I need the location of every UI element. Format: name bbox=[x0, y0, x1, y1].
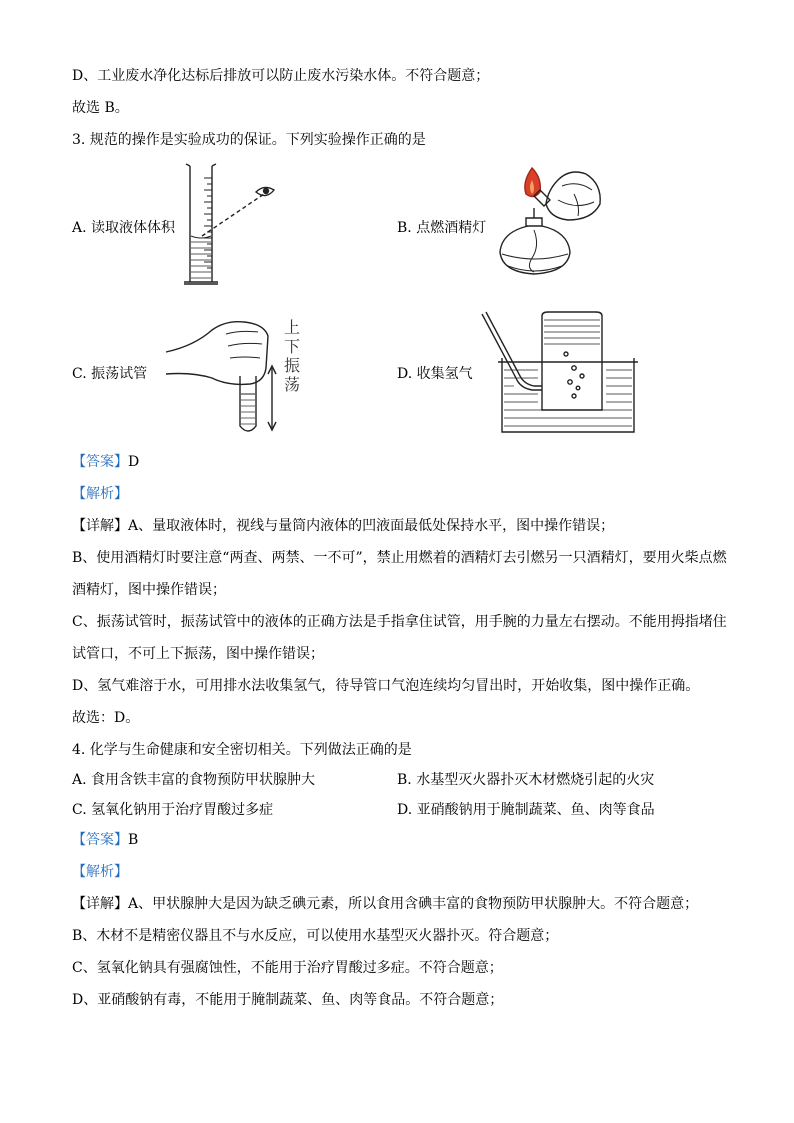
q4-option-d: D. 亚硝酸钠用于腌制蔬菜、鱼、肉等食品 bbox=[397, 802, 655, 818]
q4-option-a: A. 食用含铁丰富的食物预防甲状腺肿大 bbox=[72, 772, 316, 788]
q3-option-d: D. 收集氢气 bbox=[397, 366, 473, 382]
q3-option-a: A. 读取液体体积 bbox=[72, 220, 176, 236]
q3-detail-4: C、振荡试管时，振荡试管中的液体的正确方法是手指拿住试管，用手腕的力量左右摆动。不能用拇指堵住 bbox=[72, 614, 727, 630]
question-4: 4. 化学与生命健康和安全密切相关。下列做法正确的是 bbox=[72, 742, 412, 758]
q4-option-c: C. 氢氧化钠用于治疗胃酸过多症 bbox=[72, 802, 274, 818]
q3-analysis-tag: 【解析】 bbox=[72, 486, 128, 502]
answer-tag: 【答案】 bbox=[72, 454, 128, 470]
text-line: 故选 B。 bbox=[72, 100, 129, 116]
answer-tag: 【答案】 bbox=[72, 832, 128, 848]
q4-detail-4: D、亚硝酸钠有毒，不能用于腌制蔬菜、鱼、肉等食品。不符合题意； bbox=[72, 992, 504, 1008]
q4-option-b: B. 水基型灭火器扑灭木材燃烧引起的火灾 bbox=[397, 772, 655, 788]
text-line: D、工业废水净化达标后排放可以防止废水污染水体。不符合题意； bbox=[72, 68, 490, 84]
q3-detail-5: 试管口，不可上下振荡，图中操作错误； bbox=[72, 646, 324, 662]
figure-graduated-cylinder bbox=[180, 164, 280, 286]
q3-detail-2: B、使用酒精灯时要注意“两查、两禁、一不可”，禁止用燃着的酒精灯去引燃另一只酒精灯，要用火柴点燃 bbox=[72, 550, 727, 566]
q3-detail-1: 【详解】A、量取液体时，视线与量筒内液体的凹液面最低处保持水平，图中操作错误； bbox=[72, 518, 615, 534]
answer-value: B bbox=[128, 832, 139, 848]
q3-option-c: C. 振荡试管 bbox=[72, 366, 148, 382]
figure-water-displacement bbox=[478, 310, 638, 436]
figure-alcohol-lamps bbox=[488, 160, 608, 290]
q4-detail-1: 【详解】A、甲状腺肿大是因为缺乏碘元素，所以食用含碘丰富的食物预防甲状腺肿大。不符合题意； bbox=[72, 896, 699, 912]
q3-detail-3: 酒精灯，图中操作错误； bbox=[72, 582, 226, 598]
question-3: 3. 规范的操作是实验成功的保证。下列实验操作正确的是 bbox=[72, 132, 426, 148]
q3-option-b: B. 点燃酒精灯 bbox=[397, 220, 487, 236]
q4-analysis-tag: 【解析】 bbox=[72, 864, 128, 880]
q3-detail-6: D、氢气难溶于水，可用排水法收集氢气，待导管口气泡连续均匀冒出时，开始收集，图中操作正确。 bbox=[72, 678, 700, 694]
q3-detail-7: 故选：D。 bbox=[72, 710, 140, 726]
q4-detail-2: B、木材不是精密仪器且不与水反应，可以使用水基型灭火器扑灭。符合题意； bbox=[72, 928, 559, 944]
answer-value: D bbox=[128, 454, 140, 470]
q4-answer bbox=[72, 830, 138, 850]
q4-detail-3: C、氢氧化钠具有强腐蚀性，不能用于治疗胃酸过多症。不符合题意； bbox=[72, 960, 503, 976]
shake-label: 上下振荡 bbox=[284, 318, 301, 394]
q3-answer bbox=[72, 452, 139, 472]
